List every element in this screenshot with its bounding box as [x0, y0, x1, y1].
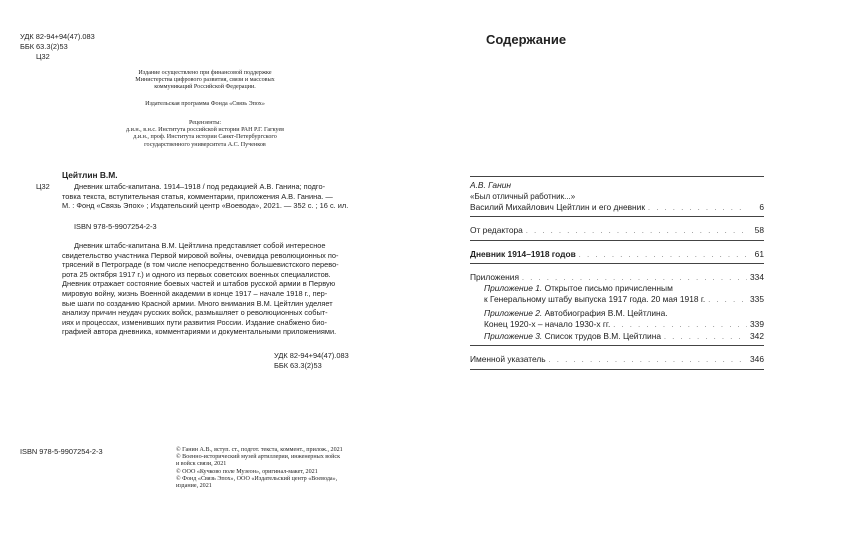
toc-rule-5	[470, 345, 764, 346]
bbk-bottom: ББК 63.3(2)53	[274, 361, 322, 370]
toc-page-number: 6	[759, 202, 764, 212]
toc-page-number: 58	[754, 225, 764, 235]
toc-page-number: 61	[754, 249, 764, 259]
author-sign: Ц32	[36, 182, 50, 191]
funding-note: Издание осуществлено при финансовой поддержке Министерства цифрового развития, связи и массовых коммуникаций Российской Федерации.	[135, 70, 275, 91]
toc-ganin-quote: «Был отличный работник...»	[470, 192, 576, 201]
toc-page-number: 339	[750, 319, 764, 329]
toc-entry-appendices[interactable]: Приложения . . . 334	[470, 272, 764, 284]
toc-entry-diary[interactable]: Дневник 1914–1918 годов . . . 61	[470, 249, 764, 261]
toc-entry-appendix-3[interactable]: Приложение 3. Список трудов В.М. Цейтлина . . . 342	[484, 331, 764, 343]
isbn-bottom: ISBN 978-5-9907254-2-3	[20, 447, 103, 456]
toc-entry-editor[interactable]: От редактора . . . 58	[470, 225, 764, 237]
toc-appendix-1-line1: Приложение 1. Открытое письмо причисленным	[484, 283, 673, 293]
toc-entry-index[interactable]: Именной указатель . . . 346	[470, 354, 764, 366]
contents-title: Содержание	[486, 32, 567, 47]
bbk-top: ББК 63.3(2)53	[20, 42, 68, 51]
abstract: Дневник штабс-капитана В.М. Цейтлина представляет собой интересное свидетельство участника Первой мировой войны, очевидца революционных по- трясений в Петрограде (в том числе непосредственно большевистского перево- рота 25 октября 1917 г.) и одного из первых советских военных специалистов. Дневник отражает состояние боевых частей и штабов русской армии в Первую мировую войну, жизнь Военной академии в конце 1917 – начале 1918 г., пер- вые шаги по созданию Красной армии. Много внимания В.М. Цейтлин уделяет анализу причин неудач русских войск, размышляет о революционных событ- иях и процессах, изменивших пути развития России. Издание снабжено био- графией автора дневника, комментариями и документальными приложениями.	[62, 241, 339, 337]
reviewers-block: Рецензенты: д.и.н., в.н.с. Института российской истории РАН Р.Г. Гагкуев д.и.н., проф. Института истории Санкт-Петербургского государственного университета А.С. Пученков	[100, 120, 310, 149]
copyright-block: © Ганин А.В., вступ. ст., подгот. текста, коммент., прилож., 2021 © Военно-исторический музей артиллерии, инженерных войск и войск связи, 2021 © ООО «Кучково поле Музеон», оригинал-макет, 2021 © Фонд «Связь Эпох», ООО «Издательский центр «Воевода», издание, 2021	[176, 447, 343, 490]
toc-rule-3	[470, 240, 764, 241]
udk-bottom: УДК 82-94+94(47).083	[274, 351, 349, 360]
toc-rule-6	[470, 369, 764, 370]
udk-top: УДК 82-94+94(47).083	[20, 32, 95, 41]
isbn-line: ISBN 978-5-9907254-2-3	[74, 222, 157, 231]
toc-author-ganin: А.В. Ганин	[470, 180, 511, 190]
reviewers-title: Рецензенты:	[188, 120, 222, 126]
toc-rule-2	[470, 216, 764, 217]
toc-appendix-2-line1: Приложение 2. Автобиография В.М. Цейтлина.	[484, 308, 668, 318]
author-sign-top: Ц32	[36, 52, 50, 61]
author-heading: Цейтлин В.М.	[62, 170, 118, 180]
toc-page-number: 342	[750, 331, 764, 341]
toc-page-number: 334	[750, 272, 764, 282]
toc-entry-appendix-1[interactable]: к Генеральному штабу выпуска 1917 года. 20 мая 1918 г. . . . 335	[484, 294, 764, 306]
toc-entry-ganin[interactable]: Василий Михайлович Цейтлин и его дневник . . . 6	[470, 202, 764, 214]
bibliographic-entry: Дневник штабс-капитана. 1914–1918 / под редакцией А.В. Ганина; подго- товка текста, вступительная статья, комментарии, приложения А.В. Ганина. — М. : Фонд «Связь Эпох» ; Издательский центр «Воевода», 2021. — 352 с. ; 16 с. ил.	[62, 182, 349, 211]
publishing-program: Издательская программа Фонда «Связь Эпох»	[145, 101, 265, 107]
toc-rule-1	[470, 176, 764, 177]
toc-page-number: 335	[750, 294, 764, 304]
toc-rule-4	[470, 263, 764, 264]
toc-page-number: 346	[750, 354, 764, 364]
toc-entry-appendix-2[interactable]: Конец 1920-х – начало 1930-х гг. . . . 339	[484, 319, 764, 331]
